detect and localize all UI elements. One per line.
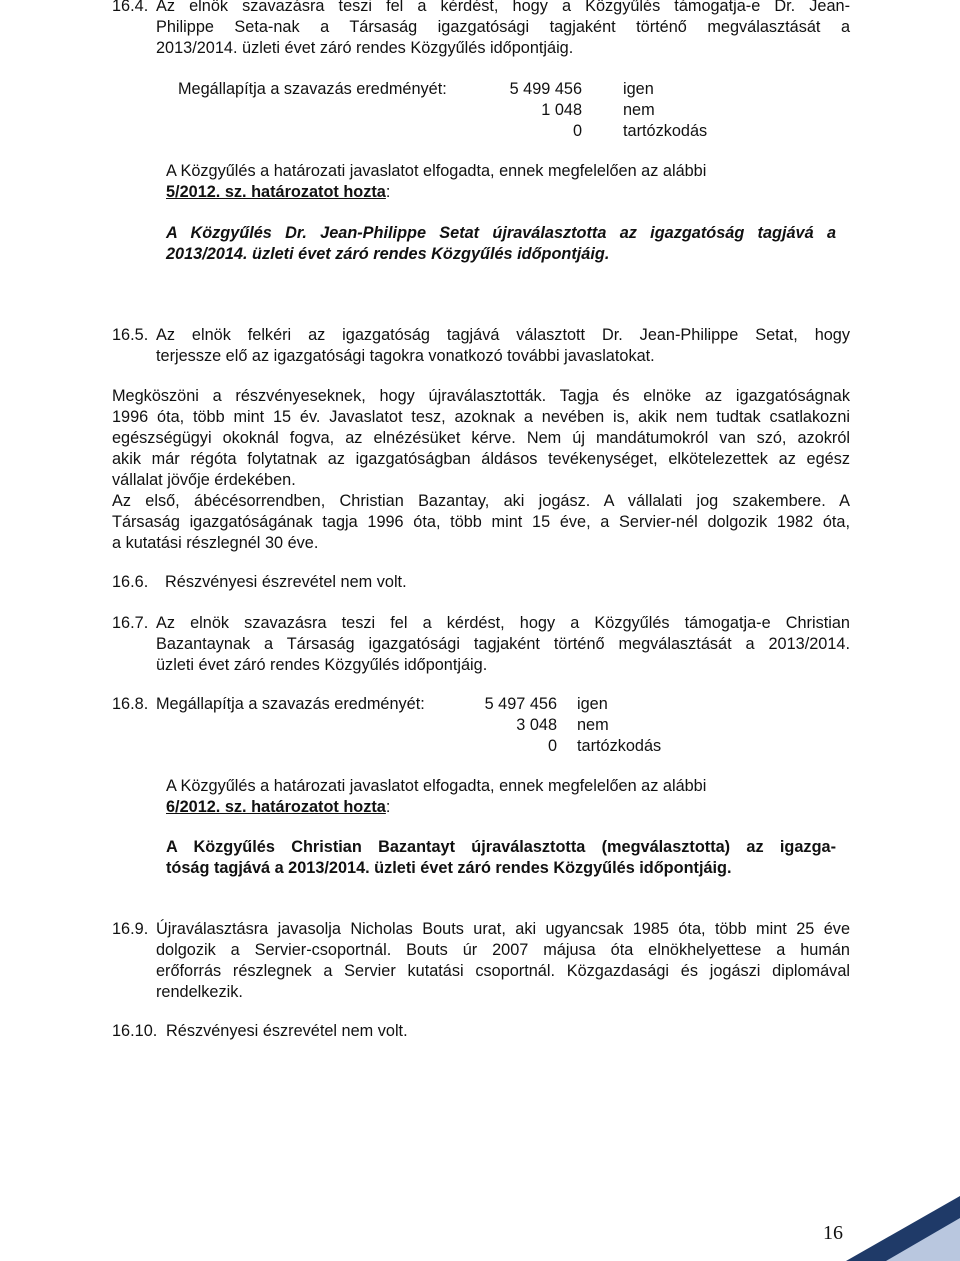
para1-line4: akik már régóta folytatnak az igazgatóságban áldásos tevékenységet, elkötelezettek az egész (112, 450, 850, 468)
section-number-16-7: 16.7. (112, 614, 149, 632)
s164-resolution-line2: 2013/2014. üzleti évet záró rendes Közgyűlés időpontjáig. (166, 245, 610, 263)
page-number: 16 (823, 1222, 843, 1244)
s165-line1: Az elnök felkéri az igazgatóság tagjává választott Dr. Jean-Philippe Setat, hogy (156, 326, 850, 344)
s167-line2: Bazantaynak a Társaság igazgatósági tagjaként történő megválasztását a 2013/2014. (156, 635, 850, 653)
s169-line2: dolgozik a Servier-csoportnál. Bouts úr 2007 májusa óta elnökhelyettese a humán (156, 941, 850, 959)
s168-vote-label-yes: igen (577, 695, 608, 713)
s164-line3: 2013/2014. üzleti évet záró rendes Közgyűlés időpontjáig. (156, 39, 574, 57)
s164-vote-label-yes: igen (623, 80, 654, 98)
s169-line3: erőforrás részlegnek a Servier kutatási csoportnál. Közgazdasági és jogászi diplomával (156, 962, 850, 980)
para1-line2: 1996 óta, több mint 15 év. Javaslatot tesz, azoknak a nevében is, akik nem tudtak csatlakozni (112, 408, 850, 426)
s169-line1: Újraválasztásra javasolja Nicholas Bouts urat, aki ugyancsak 1985 óta, több mint 25 éve (156, 920, 850, 938)
s164-resolution-number: 5/2012. sz. határozatot hozta (166, 183, 386, 201)
s169-line4: rendelkezik. (156, 983, 243, 1001)
section-number-16-5: 16.5. (112, 326, 149, 344)
section-number-16-4: 16.4. (112, 0, 149, 15)
s164-vote-label-no: nem (623, 101, 655, 119)
s168-vote-count-yes: 5 497 456 (484, 695, 557, 713)
s164-vote-label: Megállapítja a szavazás eredményét: (178, 80, 447, 98)
para1-line1: Megköszöni a részvényeseknek, hogy újraválasztották. Tagja és elnöke az igazgatóságnak (112, 387, 850, 405)
s164-vote-label-abstain: tartózkodás (623, 122, 708, 140)
s167-line3: üzleti évet záró rendes Közgyűlés időpontjáig. (156, 656, 488, 674)
s168-resolution-line2: tóság tagjává a 2013/2014. üzleti évet záró rendes Közgyűlés időpontjáig. (166, 859, 732, 877)
para2-line2: Társaság igazgatóságának tagja 1996 óta, több mint 15 éve, a Servier-nél dolgozik 1982 óta, (112, 513, 850, 531)
s164-line2: Philippe Seta-nak a Társaság igazgatósági tagjaként történő megválasztását a (156, 18, 850, 36)
s168-vote-label-no: nem (577, 716, 609, 734)
s164-resolution-line1: A Közgyűlés Dr. Jean-Philippe Setat újraválasztotta az igazgatóság tagjává a (166, 224, 836, 242)
para2-line1: Az első, ábécésorrendben, Christian Bazantay, aki jogász. A vállalati jog szakembere. A (112, 492, 850, 510)
s166-text: Részvényesi észrevétel nem volt. (165, 573, 407, 591)
s164-vote-count-no: 1 048 (541, 101, 582, 119)
corner-decoration-graphic (846, 1196, 960, 1261)
para1-line5: vállalat jövője érdekében. (112, 471, 296, 489)
s168-accept-line2: 6/2012. sz. határozatot hozta: (166, 798, 391, 816)
s168-resolution-number: 6/2012. sz. határozatot hozta (166, 798, 386, 816)
section-number-16-9: 16.9. (112, 920, 149, 938)
s1610-text: Részvényesi észrevétel nem volt. (166, 1022, 408, 1040)
s164-accept-line2: 5/2012. sz. határozatot hozta: (166, 183, 391, 201)
s168-vote-count-no: 3 048 (516, 716, 557, 734)
para1-line3: egészségügyi okoknál fogva, az elnézésüket kérve. Nem új mandátumokról van szó, azokról (112, 429, 850, 447)
s168-vote-label-abstain: tartózkodás (577, 737, 662, 755)
s168-vote-label: Megállapítja a szavazás eredményét: (156, 695, 425, 713)
s168-accept-line1: A Közgyűlés a határozati javaslatot elfogadta, ennek megfelelően az alábbi (166, 777, 707, 795)
section-number-16-10: 16.10. (112, 1022, 158, 1040)
s165-line2: terjessze elő az igazgatósági tagokra vonatkozó további javaslatokat. (156, 347, 655, 365)
section-number-16-6: 16.6. (112, 573, 149, 591)
s167-line1: Az elnök szavazásra teszi fel a kérdést, hogy a Közgyűlés támogatja-e Christian (156, 614, 850, 632)
s164-vote-count-abstain: 0 (572, 122, 582, 140)
s164-accept-line1: A Közgyűlés a határozati javaslatot elfogadta, ennek megfelelően az alábbi (166, 162, 707, 180)
s164-vote-count-yes: 5 499 456 (509, 80, 582, 98)
s164-line1: Az elnök szavazásra teszi fel a kérdést, hogy a Közgyűlés támogatja-e Dr. Jean- (156, 0, 850, 15)
s168-vote-count-abstain: 0 (547, 737, 557, 755)
para2-line3: a kutatási részlegnél 30 éve. (112, 534, 319, 552)
s168-resolution-line1: A Közgyűlés Christian Bazantayt újraválasztotta (megválasztotta) az igazga- (166, 838, 836, 856)
section-number-16-8: 16.8. (112, 695, 149, 713)
